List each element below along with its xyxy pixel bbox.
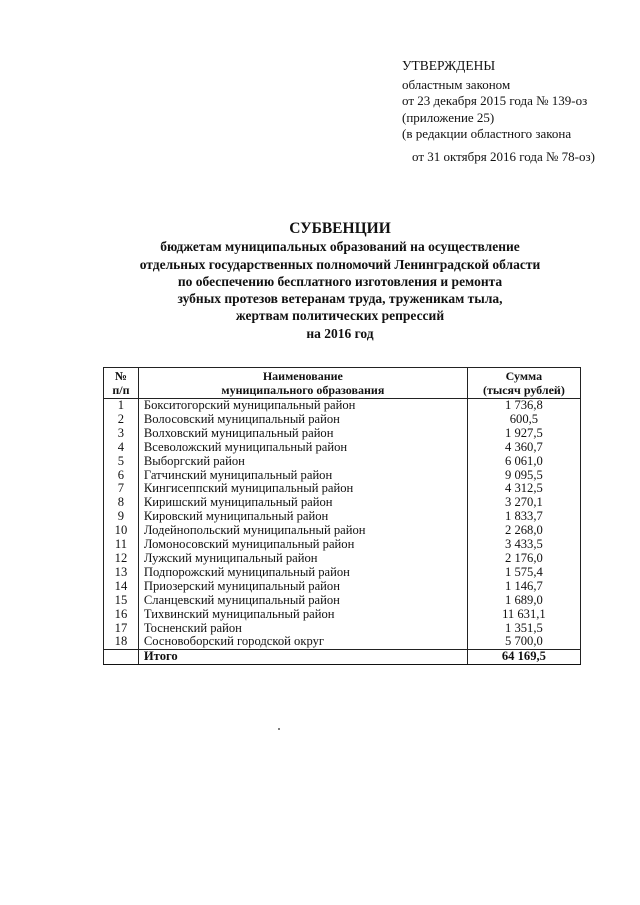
title-line: бюджетам муниципальных образований на осуществление (160, 239, 520, 255)
row-municipality: Подпорожский муниципальный район (138, 566, 467, 580)
total-num-cell (104, 650, 139, 665)
row-municipality: Волосовский муниципальный район (138, 413, 467, 427)
total-amount: 64 169,5 (467, 650, 580, 665)
table-total-row (104, 650, 581, 665)
row-municipality: Сосновоборский городской округ (138, 635, 467, 649)
header-name-line: Наименование (262, 369, 343, 383)
row-number: 5 (104, 455, 139, 469)
title-heading: СУБВЕНЦИИ (289, 220, 391, 237)
header-name-line: муниципального образования (221, 383, 385, 397)
row-amount: 1 689,0 (467, 594, 580, 608)
row-amount: 3 433,5 (467, 538, 580, 552)
row-number: 16 (104, 608, 139, 622)
row-municipality: Киришский муниципальный район (138, 496, 467, 510)
row-amount: 1 575,4 (467, 566, 580, 580)
row-number: 10 (104, 524, 139, 538)
row-municipality: Гатчинский муниципальный район (138, 469, 467, 483)
approval-line: от 23 декабря 2015 года № 139-оз (402, 93, 588, 108)
table-row (104, 413, 581, 427)
title-line: по обеспечению бесплатного изготовления и ремонта (177, 273, 503, 289)
header-num-line: № (114, 369, 127, 383)
table-row (104, 427, 581, 441)
row-municipality: Приозерский муниципальный район (138, 580, 467, 594)
row-amount: 4 312,5 (467, 482, 580, 496)
scan-speck (278, 728, 280, 730)
row-number: 2 (104, 413, 139, 427)
row-municipality: Кировский муниципальный район (138, 510, 467, 524)
table-row (104, 580, 581, 594)
approval-line: (в редакции областного закона (402, 126, 572, 141)
row-number: 15 (104, 594, 139, 608)
row-municipality: Тосненский район (138, 622, 467, 636)
title-line: на 2016 год (306, 325, 374, 341)
approval-line: областным законом (402, 76, 511, 92)
row-municipality: Сланцевский муниципальный район (138, 594, 467, 608)
row-number: 17 (104, 622, 139, 636)
table-row (104, 635, 581, 649)
table-row (104, 594, 581, 608)
row-amount: 4 360,7 (467, 441, 580, 455)
row-number: 12 (104, 552, 139, 566)
table-row (104, 455, 581, 469)
approval-line: УТВЕРЖДЕНЫ (402, 58, 496, 73)
row-amount: 1 736,8 (467, 399, 580, 413)
row-municipality: Кингисеппский муниципальный район (138, 482, 467, 496)
header-sum-line: Сумма (505, 369, 543, 383)
row-number: 8 (104, 496, 139, 510)
row-number: 9 (104, 510, 139, 524)
table-row (104, 399, 581, 413)
title-line: жертвам политических репрессий (235, 308, 445, 324)
row-municipality: Лодейнопольский муниципальный район (138, 524, 467, 538)
approval-line: (приложение 25) (402, 109, 495, 125)
approval-line: от 31 октября 2016 года № 78-оз) (412, 148, 595, 164)
row-municipality: Тихвинский муниципальный район (138, 608, 467, 622)
row-amount: 1 146,7 (467, 580, 580, 594)
row-number: 3 (104, 427, 139, 441)
table-header-row (104, 368, 581, 399)
table-row (104, 608, 581, 622)
row-amount: 1 927,5 (467, 427, 580, 441)
row-number: 14 (104, 580, 139, 594)
table-row (104, 552, 581, 566)
table-row (104, 469, 581, 483)
header-num (104, 368, 139, 399)
row-amount: 2 268,0 (467, 524, 580, 538)
table-row (104, 510, 581, 524)
row-municipality: Волховский муниципальный район (138, 427, 467, 441)
row-number: 13 (104, 566, 139, 580)
header-sum (467, 368, 580, 399)
table-row (104, 566, 581, 580)
subsidy-table (103, 367, 581, 665)
table-row (104, 622, 581, 636)
row-amount: 5 700,0 (467, 635, 580, 649)
approval-stamp (402, 58, 595, 165)
row-amount: 11 631,1 (467, 608, 580, 622)
row-amount: 3 270,1 (467, 496, 580, 510)
row-amount: 1 351,5 (467, 622, 580, 636)
row-municipality: Всеволожский муниципальный район (138, 441, 467, 455)
row-amount: 1 833,7 (467, 510, 580, 524)
row-municipality: Лужский муниципальный район (138, 552, 467, 566)
total-label: Итого (138, 650, 467, 665)
header-num-line: п/п (112, 383, 130, 397)
row-municipality: Ломоносовский муниципальный район (138, 538, 467, 552)
header-name (138, 368, 467, 399)
header-sum-line: (тысяч рублей) (482, 383, 565, 397)
document-title (0, 220, 640, 342)
row-number: 7 (104, 482, 139, 496)
row-number: 6 (104, 469, 139, 483)
table-row (104, 441, 581, 455)
row-number: 18 (104, 635, 139, 649)
row-municipality: Бокситогорский муниципальный район (138, 399, 467, 413)
row-amount: 6 061,0 (467, 455, 580, 469)
row-number: 11 (104, 538, 139, 552)
row-number: 4 (104, 441, 139, 455)
table-row (104, 496, 581, 510)
row-municipality: Выборгский район (138, 455, 467, 469)
row-number: 1 (104, 399, 139, 413)
title-line: зубных протезов ветеранам труда, труженикам тыла, (177, 291, 503, 307)
row-amount: 2 176,0 (467, 552, 580, 566)
title-line: отдельных государственных полномочий Ленинградской области (139, 256, 541, 272)
table-row (104, 538, 581, 552)
row-amount: 9 095,5 (467, 469, 580, 483)
table-body (104, 399, 581, 665)
table-row (104, 524, 581, 538)
table-row (104, 482, 581, 496)
row-amount: 600,5 (467, 413, 580, 427)
